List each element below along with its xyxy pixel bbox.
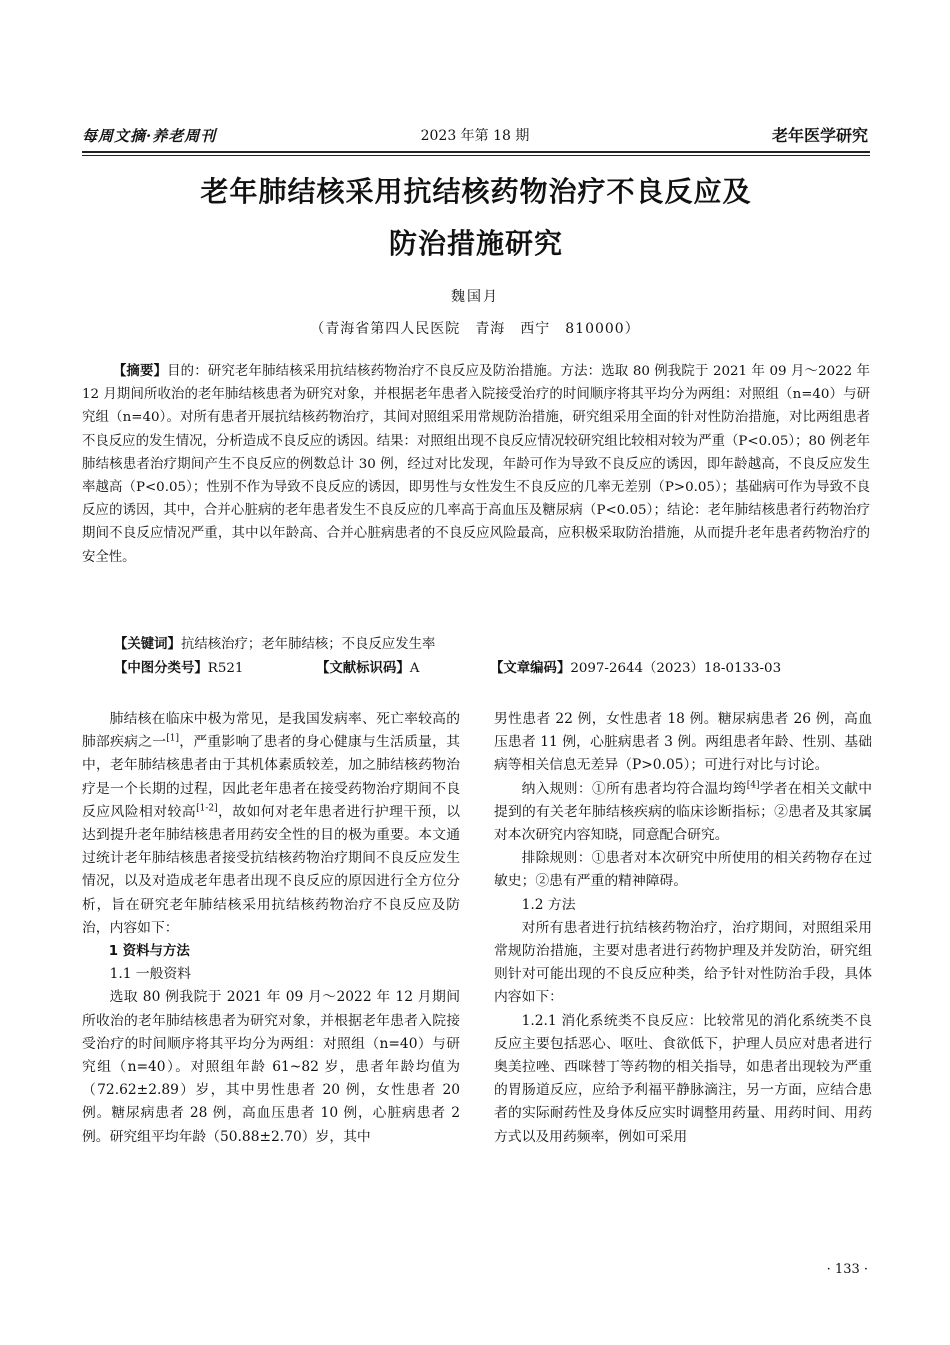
intro-paragraph: [82, 708, 460, 940]
author-name: 魏国月: [451, 289, 499, 305]
journal-name: 每周文摘·养老周刊: [82, 127, 217, 145]
digestive-reaction-paragraph: 1.2.1 消化系统类不良反应：比较常见的消化系统类不良反应主要包括恶心、呕吐、食欲低下，护理人员应对患者进行奥美拉唑、西咪替丁等药物的相关指导，如患者出现较为严重的胃肠道反应，应给予利福平静脉滴注，另一方面，应结合患者的实际耐药性及身体反应实时调整用药量、用药时间、用药方式以及用药频率，例如可采用: [494, 1012, 872, 1145]
issue-number: 2023 年第 18 期: [420, 128, 530, 144]
intro-text-b: ，严重影响了患者的身心健康与生活质量，其中，老年肺结核患者由于其机体素质较差，加之肺结核药物治疗是一个长期的过程，因此老年患者在接受药物治疗期间不良反应风险相对较高: [82, 734, 461, 820]
header-rule-thin: [82, 155, 870, 156]
citation-1: [1]: [166, 733, 180, 744]
section-heading-materials-methods: 1 资料与方法: [108, 944, 190, 960]
intro-text-a: 肺结核在临床中极为常见，是我国发病率、死亡率较高的肺部疾病之一: [82, 711, 460, 751]
article-id-label: 【文章编码】: [490, 661, 571, 676]
article-id-value: 2097-2644（2023）18-0133-03: [570, 661, 782, 676]
clc-number: [114, 658, 243, 680]
inclusion-criteria: [494, 778, 872, 848]
exclusion-criteria: 排除规则：①患者对本次研究中所使用的相关药物存在过敏史；②患有严重的精神障碍。: [494, 850, 872, 890]
subsection-heading-general-data: 1.1 一般资料: [109, 966, 192, 983]
citation-4: [4]: [746, 780, 760, 791]
section-name: 老年医学研究: [771, 126, 868, 145]
article-id: [490, 658, 781, 680]
document-code: [316, 658, 419, 680]
methods-paragraph: 对所有患者进行抗结核药物治疗，治疗期间，对照组采用常规防治措施，主要对患者进行药物护理及并发防治，研究组则针对可能出现的不良反应种类，给予针对性防治手段，具体内容如下：: [494, 919, 872, 1006]
doc-code-value: A: [409, 661, 420, 676]
general-data-continued: 男性患者 22 例，女性患者 18 例。糖尿病患者 26 例，高血压患者 11 例，心脏病患者 3 例。两组患者年龄、性别、基础病等相关信息无差异（P>0.05）；可进行对比与讨论。: [494, 711, 872, 774]
body-column-right: [494, 708, 872, 1149]
author-affiliation: （青海省第四人民医院 青海 西宁 810000）: [310, 321, 640, 337]
abstract-text: 目的：研究老年肺结核采用抗结核药物治疗不良反应及防治措施。方法：选取 80 例我院于 2021 年 09 月～2022 年 12 月期间所收治的老年肺结核患者为研究对象，并根据老年患者入院接受治疗的时间顺序将其平均分为两组：对照组（n=40）与研究组（n=40）。对所有患者开展抗结核药物治疗，其间对照组采用常规防治措施，研究组采用全面的针对性防治措施，对比两组患者不良反应的发生情况，分析造成不良反应的诱因。结果：对照组出现不良反应情况较研究组比较相对较为严重（P<0.05）；80 例老年肺结核患者治疗期间产生不良反应的例数总计 30 例，经过对比发现，年龄可作为导致不良反应的诱因，即年龄越高，不良反应发生率越高（P<0.05）；性别不作为导致不良反应的诱因，即男性与女性发生不良反应的几率无差别（P>0.05）；基础病可作为导致不良反应的诱因，其中，合并心脏病的老年患者发生不良反应的几率高于高血压及糖尿病（P<0.05）；结论：老年肺结核患者行药物治疗期间不良反应情况严重，其中以年龄高、合并心脏病患者的不良反应风险最高，应积极采取防治措施，从而提升老年患者药物治疗的安全性。: [82, 364, 871, 565]
page-number: · 133 ·: [826, 1262, 868, 1277]
intro-text-c: ，故如何对老年患者进行护理干预，以达到提升老年肺结核患者用药安全性的目的极为重要。本文通过统计老年肺结核患者接受抗结核药物治疗期间不良反应发生情况，以及对造成老年患者出现不良反应的原因进行全方位分析，旨在研究老年肺结核采用抗结核药物治疗不良反应及防治，内容如下：: [82, 803, 461, 936]
inclusion-text-b: 学者在相关文献中提到的有关老年肺结核疾病的临床诊断指标；②患者及其家属对本次研究内容知晓，同意配合研究。: [494, 780, 873, 844]
header-rule-thick: [82, 151, 870, 153]
general-data-paragraph: 选取 80 例我院于 2021 年 09 月～2022 年 12 月期间所收治的老年肺结核患者为研究对象，并根据老年患者入院接受治疗的时间顺序将其平均分为两组：对照组（n=40）与研究组（n=40）。对照组年龄 61~82 岁，患者年龄均值为（72.62±2.89）岁，其中男性患者 20 例，女性患者 20 例。糖尿病患者 28 例，高血压患者 10 例，心脏病患者 2 例。研究组平均年龄（50.88±2.70）岁，其中: [82, 989, 460, 1145]
keywords-label: 【关键词】: [114, 637, 181, 652]
article-title-line-1: 老年肺结核采用抗结核药物治疗不良反应及: [200, 175, 752, 208]
abstract-label: 【摘要】: [112, 364, 168, 379]
citation-1-2: [1-2]: [196, 803, 218, 814]
keywords: [82, 634, 870, 656]
clc-label: 【中图分类号】: [114, 661, 208, 676]
inclusion-text-a: 纳入规则：①所有患者均符合温均筠: [521, 780, 747, 797]
body-column-left: [82, 708, 460, 1149]
keywords-text: 抗结核治疗；老年肺结核；不良反应发生率: [180, 637, 436, 652]
doc-code-label: 【文献标识码】: [316, 661, 410, 676]
subsection-heading-methods: 1.2 方法: [521, 896, 576, 913]
abstract: [82, 360, 870, 569]
article-title-line-2: 防治措施研究: [388, 227, 563, 260]
clc-value: R521: [207, 661, 244, 676]
